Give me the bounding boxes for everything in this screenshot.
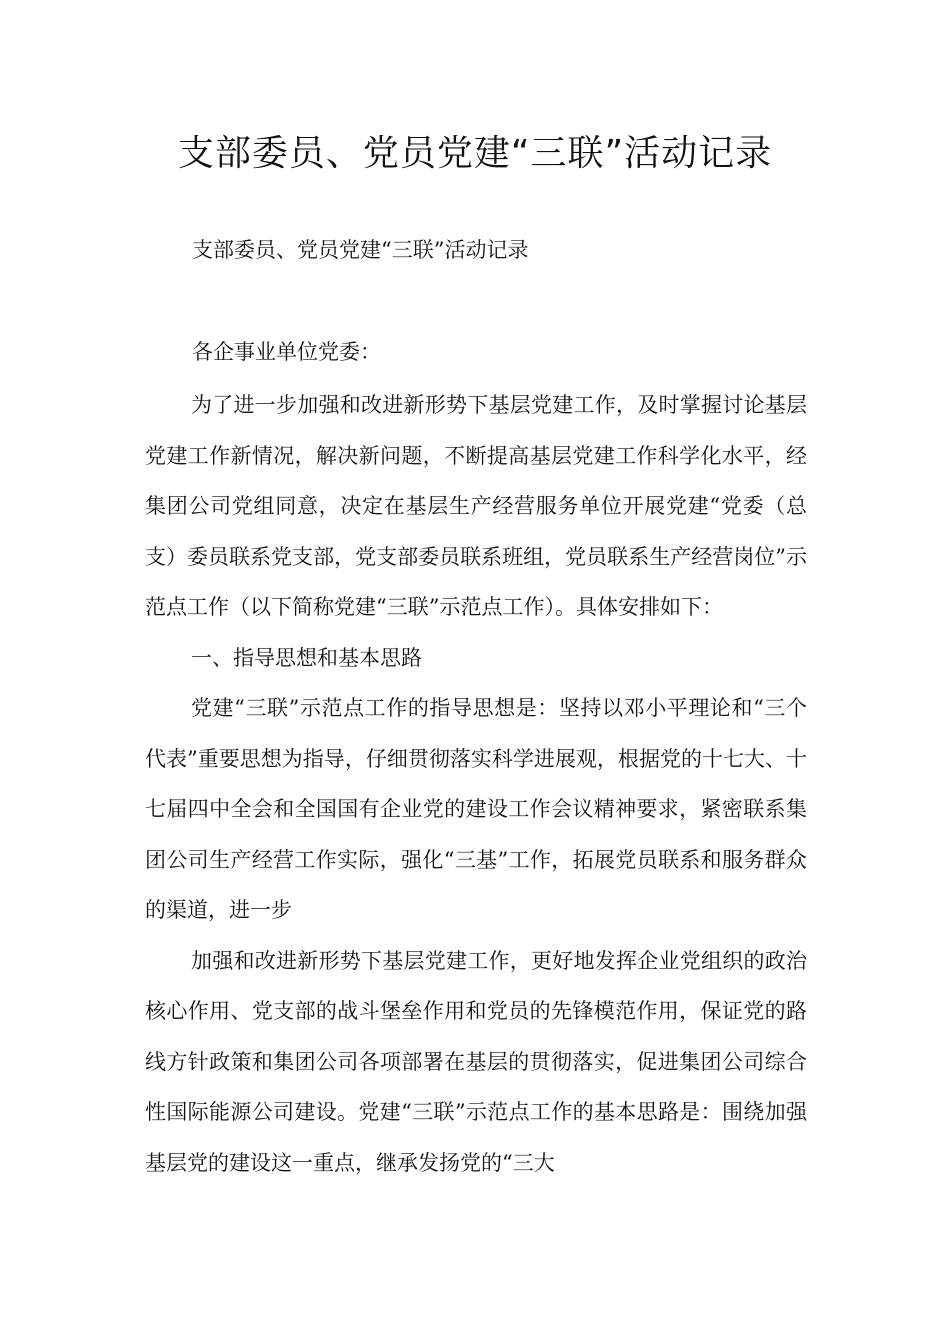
salutation: 各企事业单位党委： (192, 340, 381, 364)
document-body (145, 380, 807, 1188)
section-heading: 一、指导思想和基本思路 (191, 645, 422, 670)
paragraph-basic-approach: 加强和改进新形势下基层党建工作，更好地发挥企业党组织的政治核心作用、党支部的战斗堡垒作用和党员的先锋模范作用，保证党的路线方针政策和集团公司各项部署在基层的贯彻落实，促进集团公司综合性国际能源公司建设。党建“三联”示范点工作的基本思路是：围绕加强基层党的建设这一重点，继承发扬党的“三大 (145, 948, 807, 1175)
paragraph-intro: 为了进一步加强和改进新形势下基层党建工作，及时掌握讨论基层党建工作新情况，解决新问题，不断提高基层党建工作科学化水平，经集团公司党组同意，决定在基层生产经营服务单位开展党建“党委（总支）委员联系党支部，党支部委员联系班组，党员联系生产经营岗位”示范点工作（以下简称党建“三联”示范点工作）。具体安排如下： (145, 393, 807, 619)
document-subtitle: 支部委员、党员党建“三联”活动记录 (192, 238, 529, 262)
paragraph-guiding-ideology: 党建“三联”示范点工作的指导思想是：坚持以邓小平理论和“三个代表”重要思想为指导，仔细贯彻落实科学进展观，根据党的十七大、十七届四中全会和全国国有企业党的建设工作会议精神要求，紧密联系集团公司生产经营工作实际，强化“三基”工作，拓展党员联系和服务群众的渠道，进一步 (145, 696, 807, 922)
document-title: 支部委员、党员党建“三联”活动记录 (177, 133, 773, 174)
